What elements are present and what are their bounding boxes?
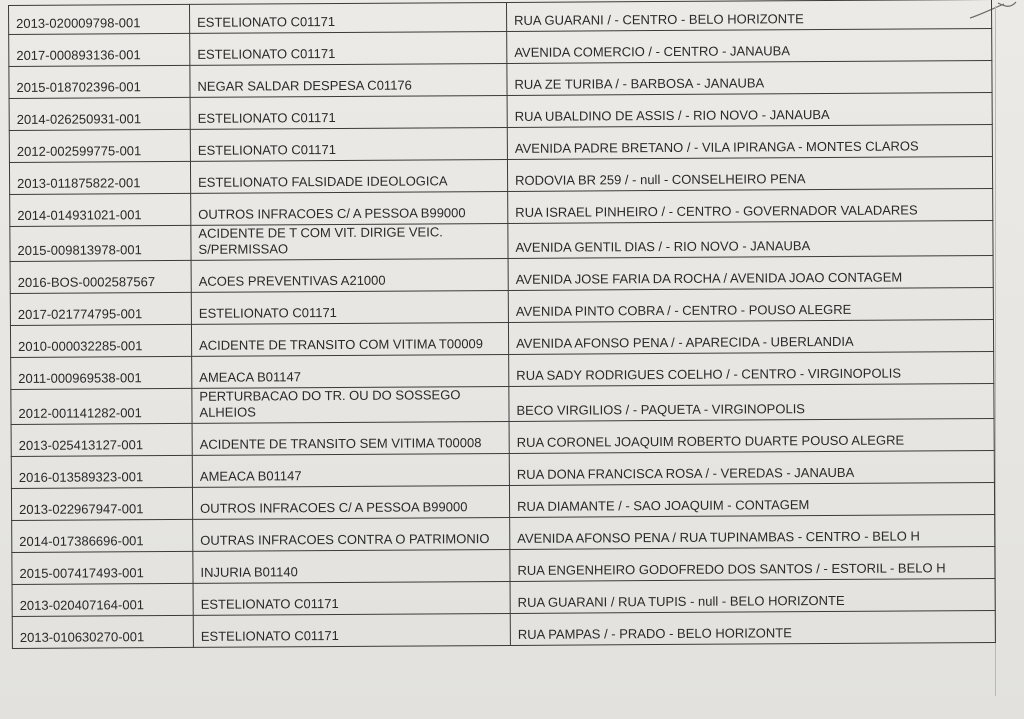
record-address: RUA GUARANI / - CENTRO - BELO HORIZONTE [506,0,991,31]
record-address: RUA CORONEL JOAQUIM ROBERTO DUARTE POUSO ALEGRE [509,418,994,453]
record-address: RUA DONA FRANCISCA ROSA / - VEREDAS - JANAUBA [509,450,994,485]
table-row [11,383,994,424]
record-id: 2012-001141282-001 [11,388,192,424]
record-crime: OUTRAS INFRACOES CONTRA O PATRIMONIO [193,517,510,551]
record-id: 2013-022967947-001 [11,487,192,520]
record-address: AVENIDA PADRE BRETANO / - VILA IPIRANGA - MONTES CLAROS [507,124,992,159]
record-crime: ESTELIONATO C01171 [193,581,510,615]
record-address: AVENIDA JOSE FARIA DA ROCHA / AVENIDA JOAO CONTAGEM [508,255,993,290]
record-id: 2014-026250931-001 [9,97,190,130]
record-crime: NEGAR SALDAR DESPESA C01176 [190,63,507,97]
records-table [8,0,996,649]
record-id: 2016-013589323-001 [11,455,192,488]
record-id: 2013-020407164-001 [12,583,193,616]
record-id: 2015-018702396-001 [9,65,190,98]
record-crime: ESTELIONATO C01171 [190,31,507,65]
record-id: 2015-009813978-001 [10,225,191,261]
record-crime: AMEACA B01147 [192,354,509,388]
record-crime: ESTELIONATO C01171 [190,95,507,129]
record-id: 2012-002599775-001 [9,129,190,162]
record-address: AVENIDA COMERCIO / - CENTRO - JANAUBA [507,28,992,63]
table-row [10,220,993,261]
record-address: RUA PAMPAS / - PRADO - BELO HORIZONTE [510,610,995,645]
record-crime: ESTELIONATO C01171 [190,127,507,161]
record-id: 2016-BOS-0002587567 [10,260,191,293]
record-address: AVENIDA AFONSO PENA / RUA TUPINAMBAS - CENTRO - BELO H [510,514,995,549]
record-id: 2014-014931021-001 [10,193,191,226]
record-address: RODOVIA BR 259 / - null - CONSELHEIRO PENA [507,156,992,191]
record-crime: ACOES PREVENTIVAS A21000 [191,258,508,292]
record-crime: ESTELIONATO FALSIDADE IDEOLOGICA [190,159,507,193]
record-id: 2011-000969538-001 [11,356,192,389]
record-address: RUA ISRAEL PINHEIRO / - CENTRO - GOVERNADOR VALADARES [508,188,993,223]
record-address: AVENIDA AFONSO PENA / - APARECIDA - UBERLANDIA [508,319,993,354]
record-address: RUA GUARANI / RUA TUPIS - null - BELO HORIZONTE [510,578,995,613]
record-crime: ACIDENTE DE TRANSITO COM VITIMA T00009 [191,322,508,356]
record-crime: ACIDENTE DE TRANSITO SEM VITIMA T00008 [192,421,509,455]
record-crime: ESTELIONATO C01171 [191,290,508,324]
record-crime: OUTROS INFRACOES C/ A PESSOA B99000 [191,191,508,225]
record-id: 2013-011875822-001 [9,161,190,194]
record-crime: ESTELIONATO C01171 [193,613,510,647]
record-id: 2013-010630270-001 [12,615,193,648]
record-address: RUA DIAMANTE / - SAO JOAQUIM - CONTAGEM [509,482,994,517]
record-address: RUA SADY RODRIGUES COELHO / - CENTRO - VIRGINOPOLIS [509,351,994,386]
record-address: RUA UBALDINO DE ASSIS / - RIO NOVO - JANAUBA [507,92,992,127]
record-id: 2017-000893136-001 [9,33,190,66]
record-address: BECO VIRGILIOS / - PAQUETA - VIRGINOPOLIS [509,383,994,421]
record-crime: AMEACA B01147 [192,453,509,487]
record-crime: PERTURBACAO DO TR. OU DO SOSSEGO ALHEIOS [192,386,509,423]
record-id: 2017-021774795-001 [10,292,191,325]
table-row [12,610,995,648]
record-address: AVENIDA GENTIL DIAS / - RIO NOVO - JANAUBA [508,220,993,258]
record-crime: INJURIA B01140 [193,549,510,583]
record-address: AVENIDA PINTO COBRA / - CENTRO - POUSO ALEGRE [508,287,993,322]
record-id: 2013-025413127-001 [11,423,192,456]
record-id: 2013-020009798-001 [9,4,190,34]
record-address: RUA ENGENHEIRO GODOFREDO DOS SANTOS / - ESTORIL - BELO H [510,546,995,581]
record-id: 2010-000032285-001 [10,324,191,357]
record-id: 2014-017386696-001 [12,519,193,552]
record-address: RUA ZE TURIBA / - BARBOSA - JANAUBA [507,60,992,95]
record-crime: OUTROS INFRACOES C/ A PESSOA B99000 [192,485,509,519]
record-crime: ACIDENTE DE T COM VIT. DIRIGE VEIC. S/PERMISSAO [191,223,508,260]
record-crime: ESTELIONATO C01171 [189,2,506,33]
record-id: 2015-007417493-001 [12,551,193,584]
